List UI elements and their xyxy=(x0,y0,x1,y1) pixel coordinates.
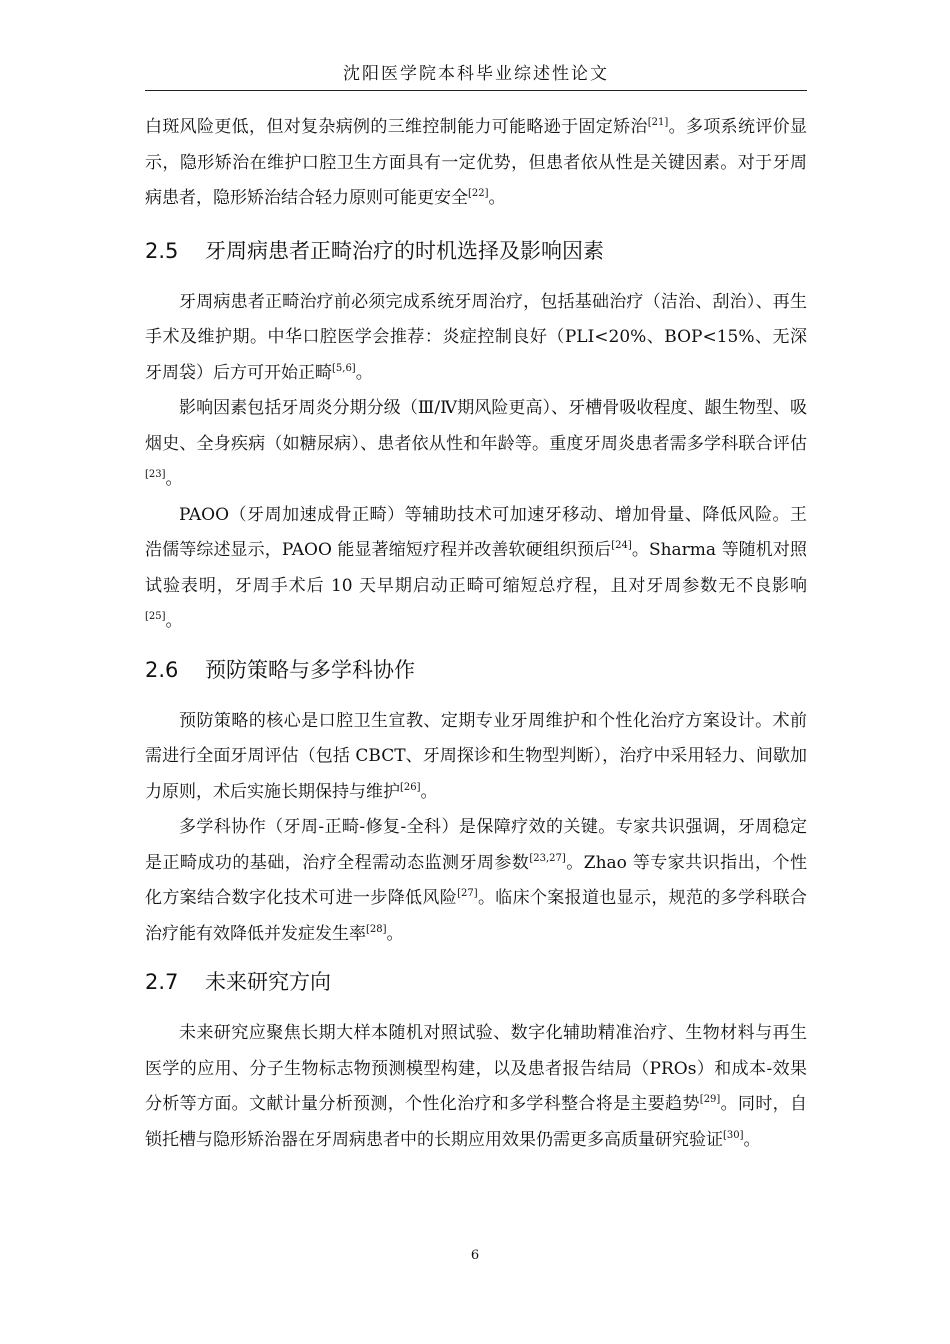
section-title: 预防策略与多学科协作 xyxy=(205,657,415,682)
citation: [21] xyxy=(647,117,669,128)
paragraph-text: 影响因素包括牙周炎分期分级（Ⅲ/Ⅳ期风险更高）、牙槽骨吸收程度、龈生物型、吸烟史、全身疾病（如糖尿病）、患者依从性和年龄等。重度牙周炎患者需多学科联合评估 xyxy=(145,398,807,454)
paragraph-text: 。 xyxy=(386,923,404,944)
paragraph-text: 牙周病患者正畸治疗前必须完成系统牙周治疗，包括基础治疗（洁治、刮治）、再生手术及维护期。中华口腔医学会推荐：炎症控制良好（PLI<20%、BOP<15%、无深牙周袋）后方可开始正畸 xyxy=(145,291,807,383)
paragraph-text: 。 xyxy=(743,1129,761,1150)
paragraph xyxy=(145,810,807,952)
paragraph-text: 。 xyxy=(355,362,373,383)
citation: [5,6] xyxy=(332,362,356,374)
paragraph xyxy=(145,110,807,217)
paragraph-text: 。同时，自锁托槽与隐形矫治器在牙周病患者中的长期应用效果仍需更多高质量研究验证 xyxy=(145,1094,808,1150)
section-heading-2-6 xyxy=(145,656,807,684)
page-number: 6 xyxy=(470,1248,480,1263)
paragraph-text: 。Sharma 等随机对照试验表明，牙周手术后 10 天早期启动正畸可缩短总疗程，且对牙周参数无不良影响 xyxy=(145,540,808,596)
document-body xyxy=(145,110,807,1158)
paragraph-text: 。临床个案报道也显示，规范的多学科联合治疗能有效降低并发症发生率 xyxy=(145,888,808,944)
paragraph-text: 。Zhao 等专家共识指出，个性化方案结合数字化技术可进一步降低风险 xyxy=(145,852,807,908)
paragraph-text: 多学科协作（牙周-正畸-修复-全科）是保障疗效的关键。专家共识强调，牙周稳定是正畸成功的基础，治疗全程需动态监测牙周参数 xyxy=(145,817,807,873)
paragraph-text: 。 xyxy=(420,781,438,802)
citation: [29] xyxy=(699,1094,721,1105)
paragraph-text: 预防策略的核心是口腔卫生宣教、定期专业牙周维护和个性化治疗方案设计。术前需进行全面牙周评估（包括 CBCT、牙周探诊和生物型判断），治疗中采用轻力、间歇加力原则，术后实施长期保持与维护 xyxy=(145,710,807,802)
paragraph-text: 。 xyxy=(488,188,506,208)
paragraph-text: 未来研究应聚焦长期大样本随机对照试验、数字化辅助精准治疗、生物材料与再生医学的应用、分子生物标志物预测模型构建，以及患者报告结局（PROs）和成本-效果分析等方面。文献计量分析预测，个性化治疗和多学科整合将是主要趋势 xyxy=(145,1023,807,1114)
citation: [28] xyxy=(366,923,387,935)
paragraph-text: 。 xyxy=(165,469,183,489)
citation: [23] xyxy=(145,469,166,480)
section-title: 未来研究方向 xyxy=(205,970,331,994)
paragraph-text: 。 xyxy=(165,611,183,631)
page-header xyxy=(145,60,807,91)
paragraph xyxy=(145,285,807,392)
header-title: 沈阳医学院本科毕业综述性论文 xyxy=(343,64,609,84)
section-number: 2.5 xyxy=(145,238,179,263)
section-number: 2.6 xyxy=(145,657,179,682)
paragraph xyxy=(145,704,807,811)
citation: [30] xyxy=(723,1129,744,1141)
citation: [24] xyxy=(611,540,632,551)
section-heading-2-5 xyxy=(145,237,807,265)
paragraph-text: PAOO（牙周加速成骨正畸）等辅助技术可加速牙移动、增加骨量、降低风险。王浩儒等综述显示，PAOO 能显著缩短疗程并改善软硬组织预后 xyxy=(145,504,807,560)
citation: [25] xyxy=(145,611,166,622)
paragraph-text: 。多项系统评价显示，隐形矫治在维护口腔卫生方面具有一定优势，但患者依从性是关键因素。对于牙周病患者，隐形矫治结合轻力原则可能更安全 xyxy=(145,117,808,208)
paragraph xyxy=(145,1016,807,1158)
paragraph xyxy=(145,391,807,498)
citation: [27] xyxy=(457,888,478,899)
section-number: 2.7 xyxy=(145,970,179,994)
citation: [22] xyxy=(468,188,489,199)
paragraph-text: 白斑风险更低，但对复杂病例的三维控制能力可能略逊于固定矫治 xyxy=(145,117,648,137)
paragraph xyxy=(145,498,807,640)
section-heading-2-7 xyxy=(145,968,807,996)
citation: [26] xyxy=(400,781,421,793)
section-title: 牙周病患者正畸治疗的时机选择及影响因素 xyxy=(205,238,604,263)
citation: [23,27] xyxy=(529,852,566,864)
